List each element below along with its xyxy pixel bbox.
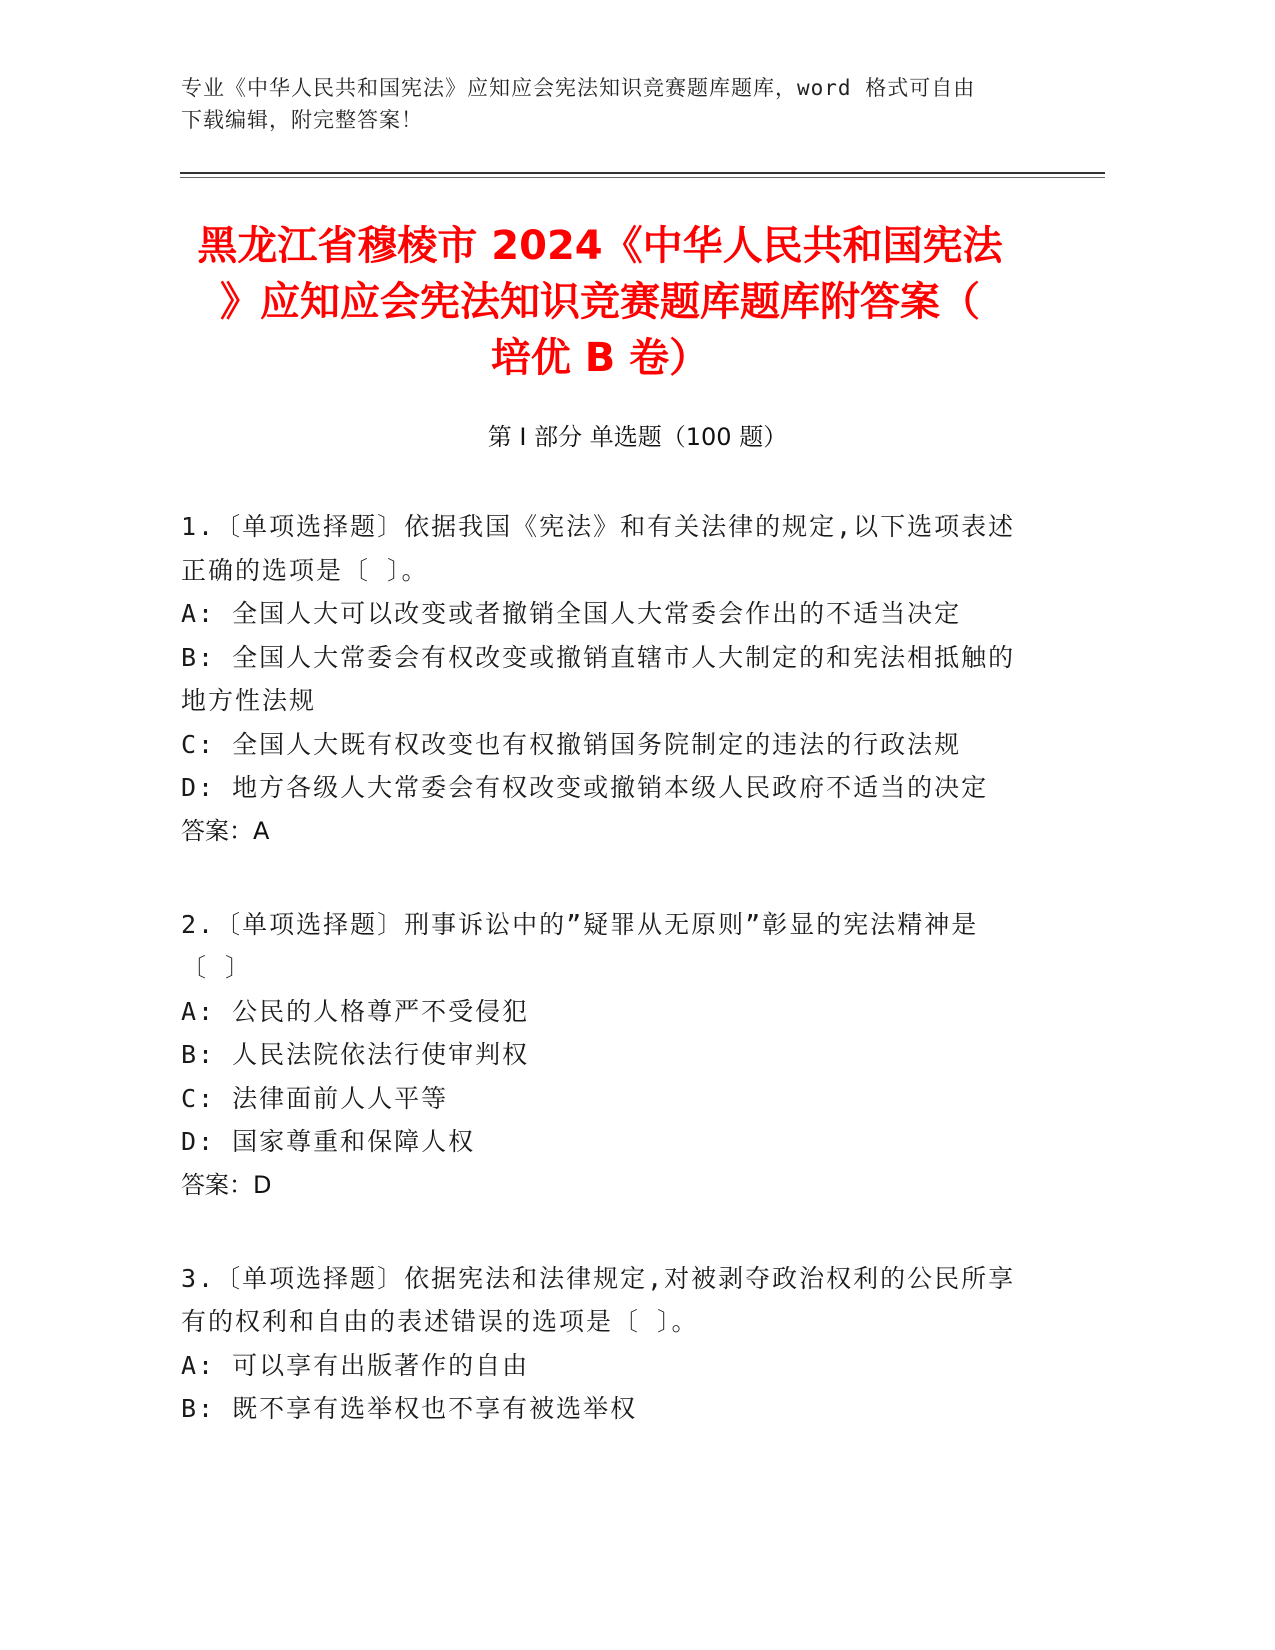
question-3 [181, 1257, 1041, 1431]
question-stem-line: 3.〔单项选择题〕依据宪法和法律规定,对被剥夺政治权利的公民所享 [181, 1263, 1016, 1293]
document-title-line-3: 培优 B 卷） [490, 335, 710, 381]
question-stem-line: 〔 〕 [181, 953, 253, 982]
document-title [150, 218, 1050, 386]
question-stem-line: 正确的选项是〔 〕。 [181, 555, 429, 585]
document-title-line-1: 黑龙江省穆棱市 2024《中华人民共和国宪法 [197, 223, 1003, 269]
option-d: D: 地方各级人大常委会有权改变或撤销本级人民政府不适当的决定 [181, 773, 989, 802]
option-a: A: 公民的人格尊严不受侵犯 [181, 996, 530, 1026]
option-c: C: 法律面前人人平等 [181, 1083, 449, 1113]
header-note [181, 72, 1081, 136]
option-c: C: 全国人大既有权改变也有权撤销国务院制定的违法的行政法规 [181, 729, 962, 759]
question-stem-line: 1.〔单项选择题〕依据我国《宪法》和有关法律的规定,以下选项表述 [181, 512, 1016, 541]
header-note-line-2: 下载编辑，附完整答案！ [181, 108, 423, 132]
header-note-line-1: 专业《中华人民共和国宪法》应知应会宪法知识竞赛题库题库，word 格式可自由 [181, 76, 976, 100]
header-divider-thin [180, 177, 1105, 178]
answer-label: 答案：A [181, 816, 270, 845]
option-b: B: 既不享有选举权也不享有被选举权 [181, 1394, 638, 1423]
option-b: B: 全国人大常委会有权改变或撤销直辖市人大制定的和宪法相抵触的 [181, 642, 1016, 672]
option-d: D: 国家尊重和保障人权 [181, 1127, 476, 1156]
document-title-line-2: 》应知应会宪法知识竞赛题库题库附答案（ [220, 279, 980, 325]
question-stem-line: 有的权利和自由的表述错误的选项是〔 〕。 [181, 1307, 699, 1336]
section-title: 第 I 部分 单选题（100 题） [487, 423, 788, 451]
option-b-continued: 地方性法规 [181, 686, 317, 715]
option-b: B: 人民法院依法行使审判权 [181, 1040, 530, 1069]
question-list [181, 505, 1041, 1481]
header-divider-thick [180, 172, 1105, 174]
question-1 [181, 505, 1041, 853]
question-stem-line: 2.〔单项选择题〕刑事诉讼中的”疑罪从无原则”彰显的宪法精神是 [181, 909, 979, 939]
answer-label: 答案：D [181, 1170, 272, 1199]
option-a: A: 可以享有出版著作的自由 [181, 1350, 530, 1380]
option-a: A: 全国人大可以改变或者撤销全国人大常委会作出的不适当决定 [181, 599, 962, 628]
question-2 [181, 903, 1041, 1207]
